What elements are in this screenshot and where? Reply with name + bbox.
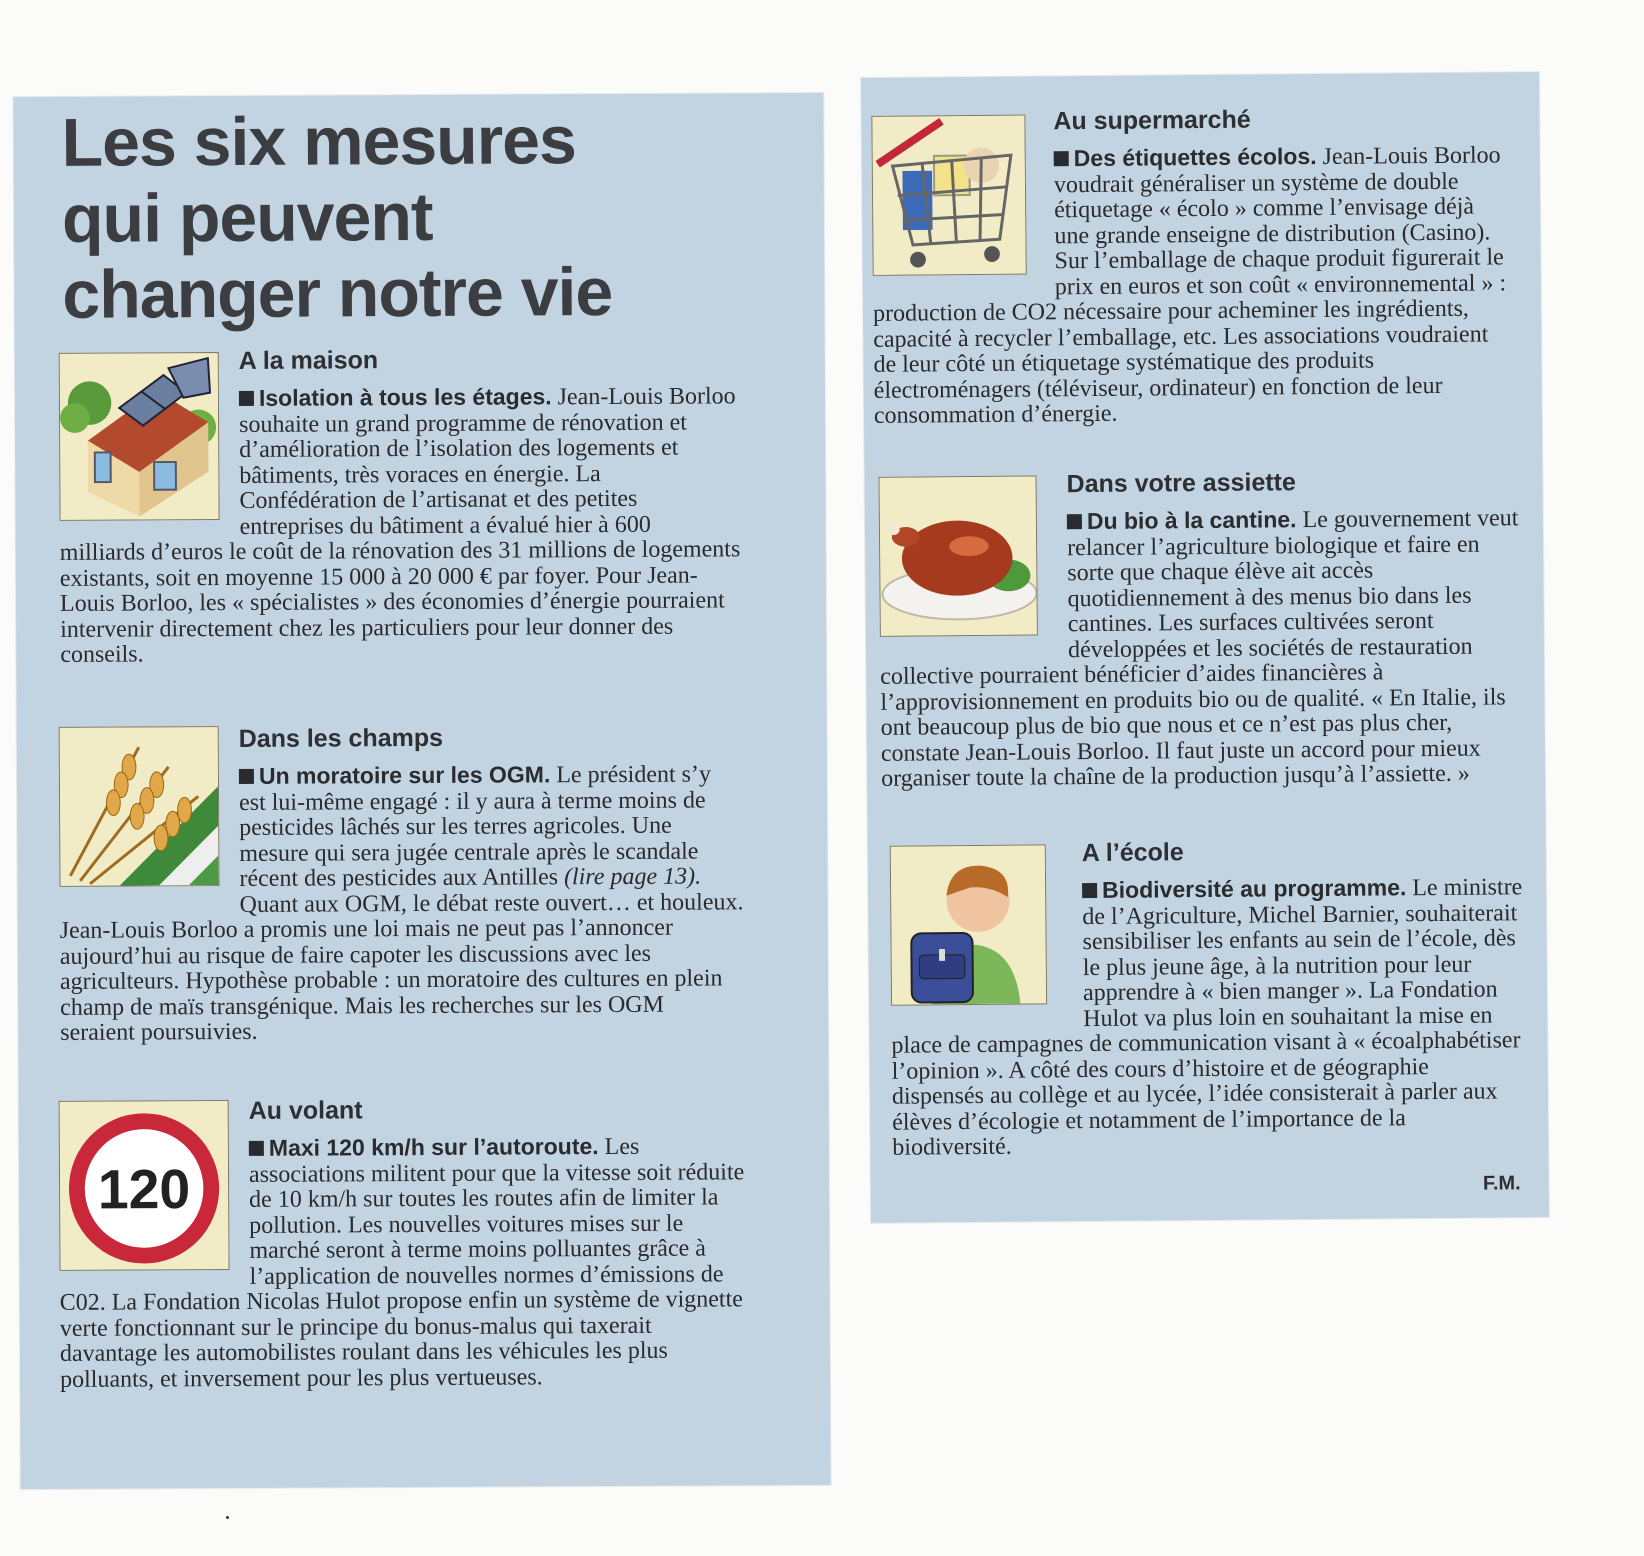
bullet-square <box>1067 514 1082 529</box>
article-clipping-right <box>861 72 1549 1223</box>
bullet-square <box>1054 151 1069 166</box>
section-volant <box>59 1093 747 1393</box>
section-lead: Du bio à la cantine. <box>1086 506 1297 535</box>
headline-line-2: qui peuvent <box>61 178 433 257</box>
section-body: Le gouvernement veut relancer l’agriculture biologique et faire en sorte que chaque élève ait accès quotidiennement à des menus bio dans les cantines. Les surfaces cultivées seront développées et les sociétés de restauration collective pourraient bénéficier d’aides financières à l’approvisionnement en produits bio ou de qualité. « En Italie, ils ont beaucoup plus de bio que nous et ce n’est pas plus cher, constate Jean-Louis Borloo. Il faut juste un accord pour mieux organiser toute la chaîne de la production jusqu’à l’assiette. » <box>880 505 1519 792</box>
section-lead: Isolation à tous les étages. <box>258 383 552 411</box>
bullet-square <box>239 769 254 784</box>
author-signature: F.M. <box>1482 1172 1521 1195</box>
section-body: Le président s’y est lui-même engagé : il y aura à terme moins de pesticides lâchés sur les terres agricoles. Une mesure qui sera jugée centrale après le scandale récent des pesticides aux Antilles <box>238 761 712 892</box>
speed-limit-value: 120 <box>97 1157 191 1221</box>
section-body: Les associations militent pour que la vitesse soit réduite de 10 km/h sur toutes les routes afin de limiter la pollution. Les nouvelles voitures mises sur le marché seront à terme moins polluantes grâce à l’application de nouvelles normes d’émissions de C02. La Fondation Nicolas Hulot propose enfin un système de vignette verte fonctionnant sur le principe du bonus-malus qui taxerait davantage les automobilistes roulant dans les véhicules les plus polluants, et inversement pour les plus vertueuses. <box>59 1133 745 1393</box>
section-title: Au volant <box>248 1096 363 1125</box>
section-champs <box>59 721 745 1046</box>
article-headline <box>61 102 612 333</box>
section-lead: Maxi 120 km/h sur l’autoroute. <box>268 1133 599 1161</box>
bullet-square <box>239 391 254 406</box>
section-title: Au supermarché <box>1053 105 1251 136</box>
section-body-continued: Quant aux OGM, le débat reste ouvert… et houleux. Jean-Louis Borloo a promis une loi mais ne peut pas l’annoncer aujourd’hui au risque de faire capoter les discussions avec les agriculteurs. Hypothèse probable : un moratoire des cultures en plein champ de maïs transgénique. Mais les recherches sur les OGM seraient poursuivies. <box>59 888 744 1046</box>
roast-chicken-icon <box>878 475 1037 636</box>
section-title: Dans votre assiette <box>1066 468 1296 499</box>
house-solar-panel-icon <box>59 352 220 521</box>
section-supermarche <box>871 102 1514 429</box>
section-body: Le ministre de l’Agriculture, Michel Barnier, souhaiterait sensibiliser les enfants au sein de l’école, dès le plus jeune âge, à la nutrition pour leur apprendre à « bien manger ». La Fondation Hulot va plus loin en souhaitant la mise en place de campagnes de communication visant à « écoalphabétiser l’opinion ». A côté des cours d’histoire et de géographie dispensés au collège et au lycée, l’idée consisterait à parler aux élèves d’écologie et notamment de l’importance de la biodiversité. <box>891 874 1523 1161</box>
bullet-square <box>249 1141 264 1156</box>
schoolboy-backpack-icon <box>890 844 1047 1005</box>
section-title: A la maison <box>238 346 379 375</box>
section-body: Jean-Louis Borloo souhaite un grand programme de rénovation et d’amélioration de l’isolation des logements et bâtiments, très voraces en énergie. La Confédération de l’artisanat et des petites entreprises du bâtiment a évalué hier à 600 milliards d’euros le coût de la rénovation des 31 millions de logements existants, soit en moyenne 15 000 à 20 000 € par foyer. Pour Jean-Louis Borloo, les « spécialistes » des économies d’énergie pourraient intervenir directement chez les particuliers pour leur donner des conseils. <box>59 383 741 668</box>
section-body: Jean-Louis Borloo voudrait généraliser un système de double étiquetage « écolo » comme l’envisage déjà une grande enseigne de distribution (Casino). Sur l’emballage de chaque produit figurerait le prix en euros et son coût « environnemental » : production de CO2 nécessaire pour acheminer les ingrédients, capacité à recycler l’emballage, etc. Les associations voudraient de leur côté un étiquetage systématique des produits électroménagers (téléviseur, ordinateur) en fonction de leur consommation d’énergie. <box>872 142 1507 429</box>
section-lead: Biodiversité au programme. <box>1101 874 1407 903</box>
section-title: A l’école <box>1081 838 1184 868</box>
section-lead: Un moratoire sur les OGM. <box>258 761 551 789</box>
section-assiette <box>878 465 1521 792</box>
speed-limit-sign-icon <box>59 1100 230 1271</box>
page-reference: (lire page 13). <box>563 863 702 891</box>
article-clipping-left <box>13 93 830 1489</box>
section-title: Dans les champs <box>238 723 444 753</box>
section-lead: Des étiquettes écolos. <box>1073 143 1317 172</box>
shopping-cart-icon <box>871 115 1026 276</box>
headline-line-1: Les six mesures <box>61 102 577 181</box>
bullet-square <box>1082 883 1097 898</box>
section-maison <box>59 343 743 668</box>
wheat-icon <box>59 726 220 887</box>
section-ecole <box>890 834 1527 1161</box>
paper-speck <box>226 1516 229 1519</box>
headline-line-3: changer notre vie <box>62 253 613 333</box>
